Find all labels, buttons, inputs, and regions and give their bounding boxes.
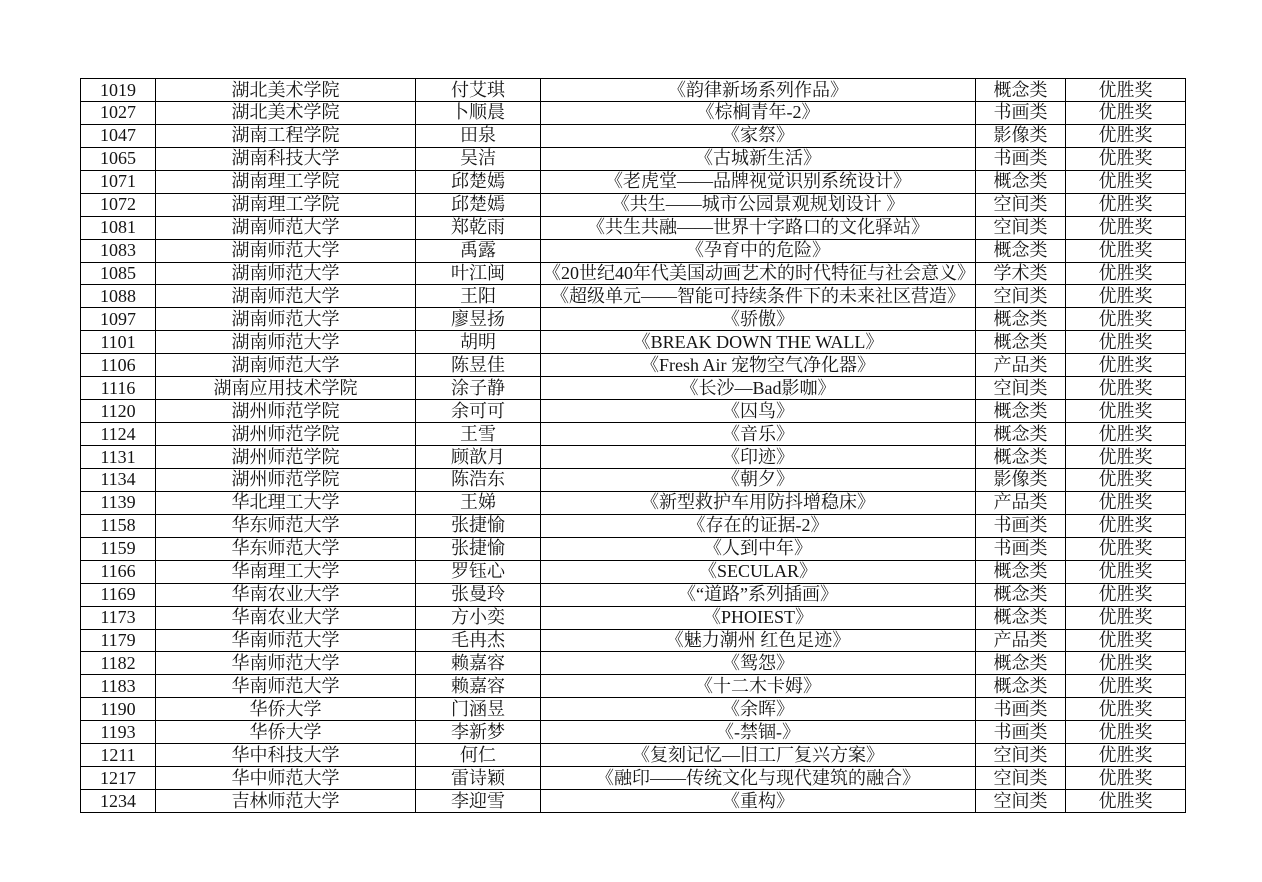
cell-author-name: 吴洁 (416, 147, 541, 170)
cell-id: 1083 (81, 239, 156, 262)
cell-id: 1124 (81, 423, 156, 446)
cell-author-name: 余可可 (416, 400, 541, 423)
cell-category: 概念类 (976, 606, 1066, 629)
cell-work-title: 《魅力潮州 红色足迹》 (541, 629, 976, 652)
cell-category: 概念类 (976, 583, 1066, 606)
cell-university: 华侨大学 (156, 721, 416, 744)
cell-award: 优胜奖 (1066, 285, 1186, 308)
cell-university: 华东师范大学 (156, 537, 416, 560)
cell-id: 1085 (81, 262, 156, 285)
cell-work-title: 《BREAK DOWN THE WALL》 (541, 331, 976, 354)
cell-id: 1190 (81, 698, 156, 721)
cell-award: 优胜奖 (1066, 491, 1186, 514)
cell-university: 湖南科技大学 (156, 147, 416, 170)
cell-category: 书画类 (976, 698, 1066, 721)
cell-id: 1106 (81, 354, 156, 377)
cell-university: 吉林师范大学 (156, 790, 416, 813)
cell-author-name: 田泉 (416, 124, 541, 147)
cell-work-title: 《十二木卡姆》 (541, 675, 976, 698)
cell-award: 优胜奖 (1066, 239, 1186, 262)
cell-author-name: 禹露 (416, 239, 541, 262)
table-row (81, 239, 1186, 262)
cell-work-title: 《长沙—Bad影咖》 (541, 377, 976, 400)
table-row (81, 423, 1186, 446)
cell-id: 1234 (81, 790, 156, 813)
cell-id: 1134 (81, 468, 156, 491)
cell-university: 华中师范大学 (156, 767, 416, 790)
cell-award: 优胜奖 (1066, 675, 1186, 698)
cell-category: 产品类 (976, 629, 1066, 652)
cell-university: 华南师范大学 (156, 652, 416, 675)
cell-id: 1071 (81, 170, 156, 193)
cell-author-name: 门涵昱 (416, 698, 541, 721)
cell-award: 优胜奖 (1066, 698, 1186, 721)
cell-work-title: 《孕育中的危险》 (541, 239, 976, 262)
table-row (81, 354, 1186, 377)
cell-university: 湖南理工学院 (156, 193, 416, 216)
cell-work-title: 《共生共融——世界十字路口的文化驿站》 (541, 216, 976, 239)
cell-category: 书画类 (976, 514, 1066, 537)
cell-work-title: 《余晖》 (541, 698, 976, 721)
cell-university: 华南农业大学 (156, 583, 416, 606)
table-row (81, 216, 1186, 239)
cell-university: 湖北美术学院 (156, 101, 416, 124)
cell-award: 优胜奖 (1066, 446, 1186, 469)
cell-award: 优胜奖 (1066, 790, 1186, 813)
cell-award: 优胜奖 (1066, 537, 1186, 560)
cell-award: 优胜奖 (1066, 79, 1186, 102)
cell-award: 优胜奖 (1066, 744, 1186, 767)
cell-author-name: 王雪 (416, 423, 541, 446)
cell-award: 优胜奖 (1066, 652, 1186, 675)
cell-category: 概念类 (976, 79, 1066, 102)
table-row (81, 744, 1186, 767)
cell-author-name: 王娣 (416, 491, 541, 514)
cell-work-title: 《印迹》 (541, 446, 976, 469)
cell-author-name: 李新梦 (416, 721, 541, 744)
cell-work-title: 《人到中年》 (541, 537, 976, 560)
table-row (81, 377, 1186, 400)
cell-award: 优胜奖 (1066, 308, 1186, 331)
cell-award: 优胜奖 (1066, 400, 1186, 423)
cell-id: 1027 (81, 101, 156, 124)
cell-author-name: 邱楚嫣 (416, 193, 541, 216)
cell-work-title: 《韵律新场系列作品》 (541, 79, 976, 102)
cell-category: 学术类 (976, 262, 1066, 285)
cell-category: 概念类 (976, 239, 1066, 262)
cell-award: 优胜奖 (1066, 767, 1186, 790)
cell-author-name: 涂子静 (416, 377, 541, 400)
table-row (81, 698, 1186, 721)
cell-id: 1158 (81, 514, 156, 537)
cell-work-title: 《复刻记忆—旧工厂复兴方案》 (541, 744, 976, 767)
cell-author-name: 赖嘉容 (416, 652, 541, 675)
table-row (81, 79, 1186, 102)
table-row (81, 491, 1186, 514)
cell-category: 概念类 (976, 308, 1066, 331)
cell-author-name: 张捷愉 (416, 537, 541, 560)
table-row (81, 767, 1186, 790)
cell-work-title: 《音乐》 (541, 423, 976, 446)
table-row (81, 629, 1186, 652)
cell-university: 湖南师范大学 (156, 262, 416, 285)
cell-author-name: 叶江闽 (416, 262, 541, 285)
cell-category: 书画类 (976, 537, 1066, 560)
cell-author-name: 方小奕 (416, 606, 541, 629)
cell-award: 优胜奖 (1066, 583, 1186, 606)
cell-id: 1193 (81, 721, 156, 744)
cell-id: 1182 (81, 652, 156, 675)
cell-category: 概念类 (976, 331, 1066, 354)
table-row (81, 721, 1186, 744)
cell-university: 华南师范大学 (156, 675, 416, 698)
cell-category: 空间类 (976, 767, 1066, 790)
cell-work-title: 《朝夕》 (541, 468, 976, 491)
cell-author-name: 邱楚嫣 (416, 170, 541, 193)
cell-work-title: 《共生——城市公园景观规划设计 》 (541, 193, 976, 216)
table-row (81, 101, 1186, 124)
cell-work-title: 《-禁锢-》 (541, 721, 976, 744)
cell-university: 湖南工程学院 (156, 124, 416, 147)
cell-university: 华侨大学 (156, 698, 416, 721)
cell-category: 空间类 (976, 744, 1066, 767)
cell-award: 优胜奖 (1066, 147, 1186, 170)
table-row (81, 170, 1186, 193)
cell-id: 1173 (81, 606, 156, 629)
cell-category: 书画类 (976, 147, 1066, 170)
cell-award: 优胜奖 (1066, 560, 1186, 583)
cell-category: 概念类 (976, 560, 1066, 583)
cell-university: 湖南师范大学 (156, 331, 416, 354)
cell-award: 优胜奖 (1066, 514, 1186, 537)
cell-university: 华南师范大学 (156, 629, 416, 652)
cell-id: 1072 (81, 193, 156, 216)
cell-id: 1131 (81, 446, 156, 469)
cell-id: 1097 (81, 308, 156, 331)
cell-university: 华北理工大学 (156, 491, 416, 514)
cell-author-name: 张曼玲 (416, 583, 541, 606)
cell-university: 湖北美术学院 (156, 79, 416, 102)
cell-author-name: 何仁 (416, 744, 541, 767)
cell-author-name: 李迎雪 (416, 790, 541, 813)
cell-work-title: 《存在的证据-2》 (541, 514, 976, 537)
cell-university: 华东师范大学 (156, 514, 416, 537)
cell-university: 湖南师范大学 (156, 239, 416, 262)
cell-author-name: 郑乾雨 (416, 216, 541, 239)
cell-author-name: 毛冉杰 (416, 629, 541, 652)
cell-work-title: 《骄傲》 (541, 308, 976, 331)
table-row (81, 193, 1186, 216)
cell-category: 空间类 (976, 790, 1066, 813)
table-row (81, 400, 1186, 423)
cell-id: 1019 (81, 79, 156, 102)
cell-university: 湖南师范大学 (156, 285, 416, 308)
cell-category: 产品类 (976, 491, 1066, 514)
cell-work-title: 《超级单元——智能可持续条件下的未来社区营造》 (541, 285, 976, 308)
table-row (81, 308, 1186, 331)
table-row (81, 560, 1186, 583)
cell-award: 优胜奖 (1066, 423, 1186, 446)
cell-category: 概念类 (976, 675, 1066, 698)
cell-category: 概念类 (976, 423, 1066, 446)
cell-work-title: 《新型救护车用防抖增稳床》 (541, 491, 976, 514)
award-results-table (80, 78, 1186, 813)
cell-award: 优胜奖 (1066, 216, 1186, 239)
cell-category: 空间类 (976, 285, 1066, 308)
cell-university: 湖州师范学院 (156, 423, 416, 446)
cell-award: 优胜奖 (1066, 629, 1186, 652)
cell-id: 1047 (81, 124, 156, 147)
cell-author-name: 赖嘉容 (416, 675, 541, 698)
cell-id: 1179 (81, 629, 156, 652)
cell-university: 湖州师范学院 (156, 400, 416, 423)
cell-award: 优胜奖 (1066, 354, 1186, 377)
table-row (81, 331, 1186, 354)
cell-author-name: 罗钰心 (416, 560, 541, 583)
cell-id: 1116 (81, 377, 156, 400)
table-row (81, 514, 1186, 537)
award-results-body (81, 79, 1186, 813)
table-row (81, 446, 1186, 469)
cell-category: 概念类 (976, 400, 1066, 423)
cell-id: 1217 (81, 767, 156, 790)
cell-work-title: 《“道路”系列插画》 (541, 583, 976, 606)
cell-id: 1183 (81, 675, 156, 698)
cell-award: 优胜奖 (1066, 606, 1186, 629)
cell-work-title: 《棕榈青年-2》 (541, 101, 976, 124)
cell-category: 空间类 (976, 216, 1066, 239)
cell-award: 优胜奖 (1066, 193, 1186, 216)
cell-id: 1211 (81, 744, 156, 767)
cell-university: 湖南师范大学 (156, 354, 416, 377)
cell-category: 书画类 (976, 101, 1066, 124)
cell-work-title: 《20世纪40年代美国动画艺术的时代特征与社会意义》 (541, 262, 976, 285)
cell-id: 1081 (81, 216, 156, 239)
cell-award: 优胜奖 (1066, 262, 1186, 285)
cell-author-name: 陈浩东 (416, 468, 541, 491)
cell-work-title: 《融印——传统文化与现代建筑的融合》 (541, 767, 976, 790)
cell-award: 优胜奖 (1066, 331, 1186, 354)
cell-category: 书画类 (976, 721, 1066, 744)
cell-author-name: 陈昱佳 (416, 354, 541, 377)
cell-work-title: 《古城新生活》 (541, 147, 976, 170)
cell-work-title: 《老虎堂——品牌视觉识别系统设计》 (541, 170, 976, 193)
cell-university: 湖南师范大学 (156, 216, 416, 239)
cell-category: 空间类 (976, 193, 1066, 216)
cell-category: 影像类 (976, 468, 1066, 491)
cell-work-title: 《Fresh Air 宠物空气净化器》 (541, 354, 976, 377)
cell-university: 华中科技大学 (156, 744, 416, 767)
cell-category: 产品类 (976, 354, 1066, 377)
cell-work-title: 《鸳怨》 (541, 652, 976, 675)
cell-work-title: 《重构》 (541, 790, 976, 813)
cell-category: 影像类 (976, 124, 1066, 147)
cell-category: 概念类 (976, 446, 1066, 469)
cell-author-name: 廖昱扬 (416, 308, 541, 331)
cell-award: 优胜奖 (1066, 468, 1186, 491)
table-row (81, 606, 1186, 629)
cell-university: 湖南理工学院 (156, 170, 416, 193)
cell-id: 1088 (81, 285, 156, 308)
cell-university: 湖南应用技术学院 (156, 377, 416, 400)
cell-author-name: 胡明 (416, 331, 541, 354)
cell-id: 1101 (81, 331, 156, 354)
cell-author-name: 卜顺晨 (416, 101, 541, 124)
table-row (81, 124, 1186, 147)
cell-university: 华南农业大学 (156, 606, 416, 629)
cell-university: 湖州师范学院 (156, 468, 416, 491)
cell-id: 1166 (81, 560, 156, 583)
cell-award: 优胜奖 (1066, 377, 1186, 400)
cell-id: 1169 (81, 583, 156, 606)
cell-id: 1065 (81, 147, 156, 170)
cell-author-name: 雷诗颖 (416, 767, 541, 790)
cell-university: 华南理工大学 (156, 560, 416, 583)
cell-author-name: 顾歆月 (416, 446, 541, 469)
cell-author-name: 张捷愉 (416, 514, 541, 537)
cell-award: 优胜奖 (1066, 124, 1186, 147)
cell-category: 空间类 (976, 377, 1066, 400)
table-row (81, 583, 1186, 606)
table-row (81, 537, 1186, 560)
table-row (81, 675, 1186, 698)
cell-author-name: 王阳 (416, 285, 541, 308)
table-row (81, 468, 1186, 491)
cell-author-name: 付艾琪 (416, 79, 541, 102)
cell-work-title: 《PHOIEST》 (541, 606, 976, 629)
table-row (81, 285, 1186, 308)
cell-id: 1159 (81, 537, 156, 560)
table-row (81, 652, 1186, 675)
cell-work-title: 《家祭》 (541, 124, 976, 147)
cell-work-title: 《囚鸟》 (541, 400, 976, 423)
table-row (81, 147, 1186, 170)
table-row (81, 790, 1186, 813)
table-row (81, 262, 1186, 285)
cell-id: 1139 (81, 491, 156, 514)
cell-university: 湖南师范大学 (156, 308, 416, 331)
cell-university: 湖州师范学院 (156, 446, 416, 469)
cell-category: 概念类 (976, 652, 1066, 675)
cell-award: 优胜奖 (1066, 721, 1186, 744)
cell-award: 优胜奖 (1066, 101, 1186, 124)
cell-work-title: 《SECULAR》 (541, 560, 976, 583)
cell-award: 优胜奖 (1066, 170, 1186, 193)
cell-id: 1120 (81, 400, 156, 423)
cell-category: 概念类 (976, 170, 1066, 193)
